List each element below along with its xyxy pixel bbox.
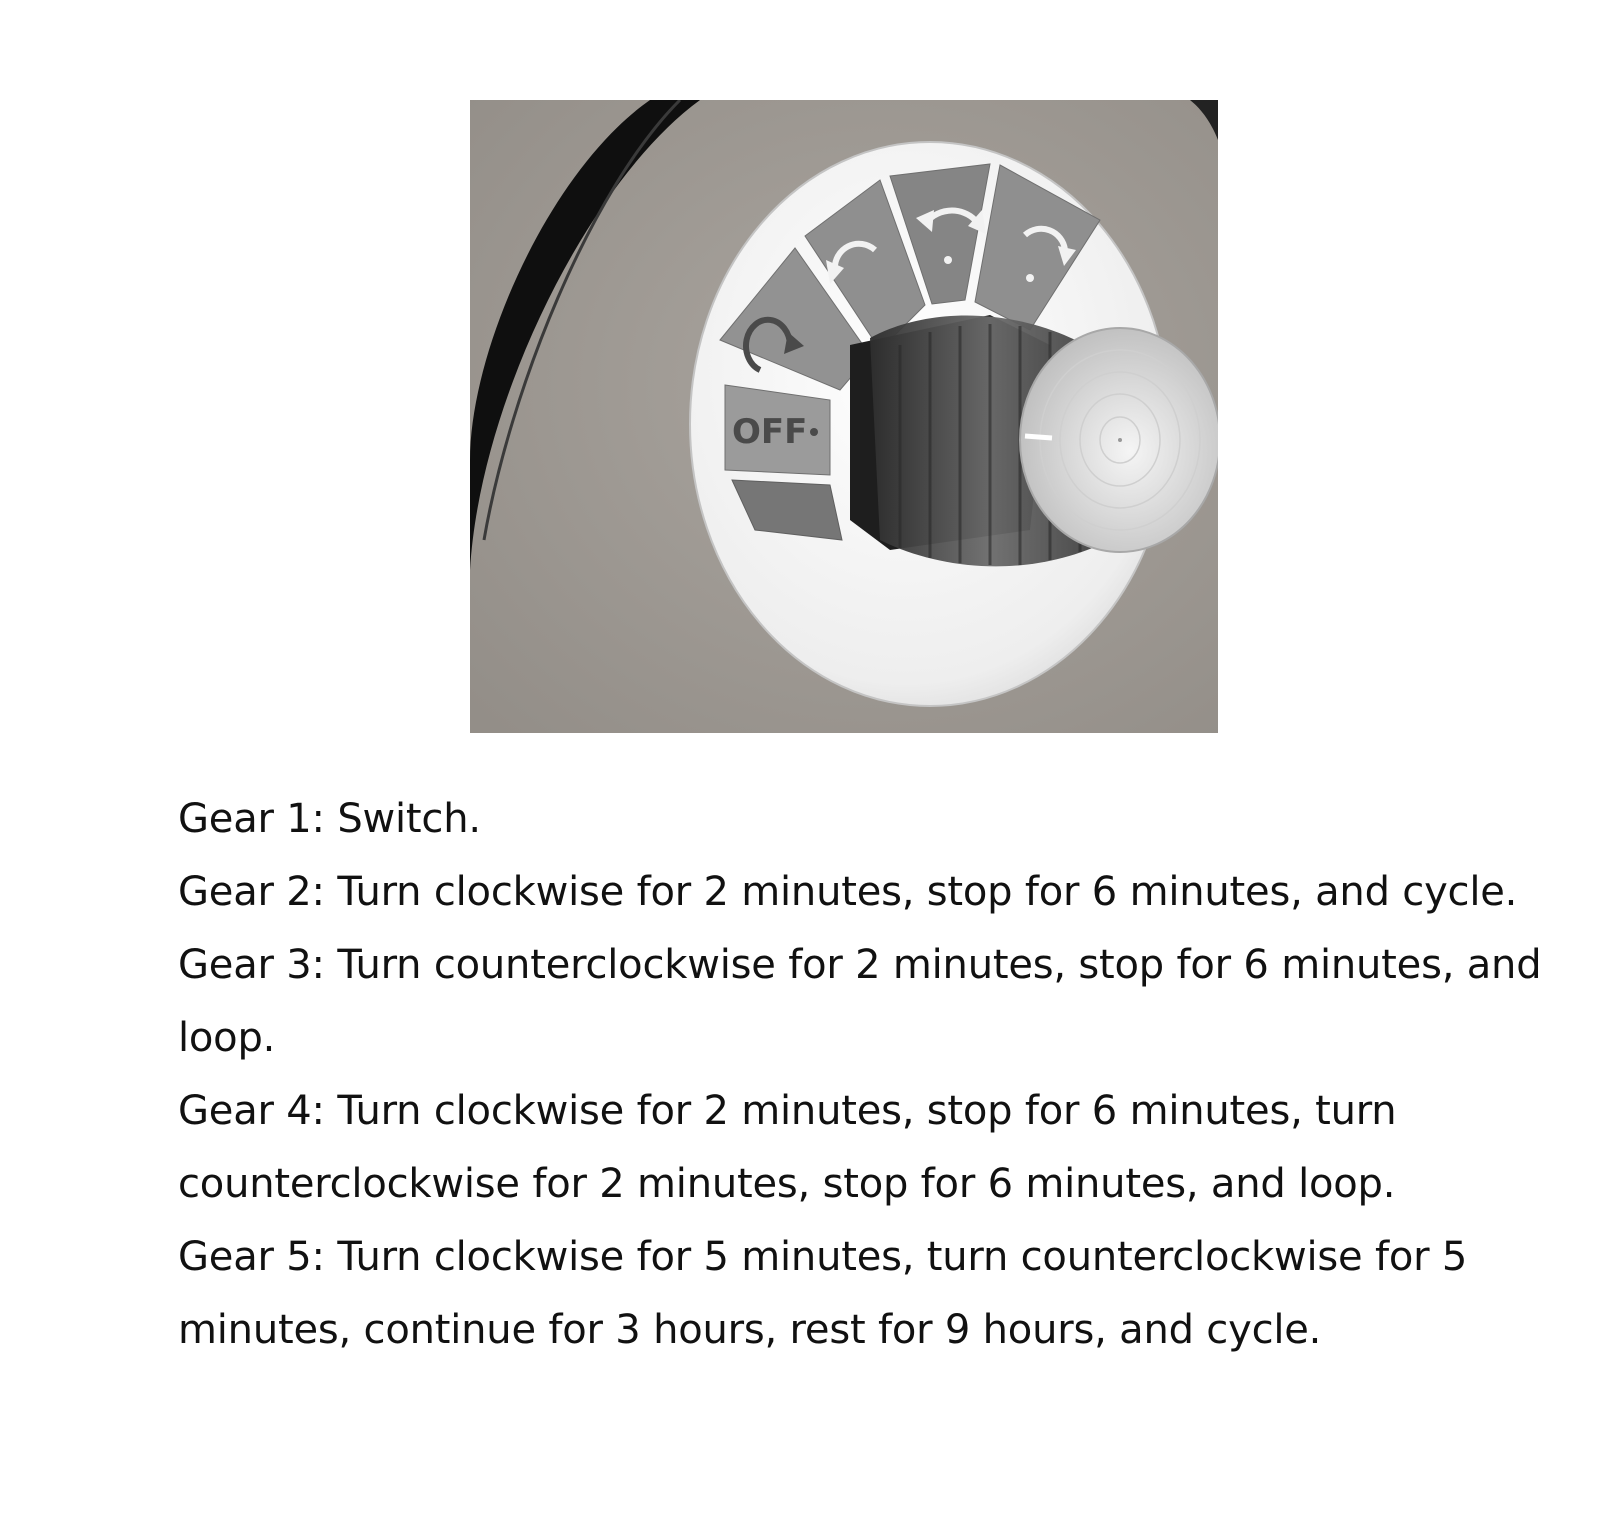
gear-5-instruction: Gear 5: Turn clockwise for 5 minutes, turn counterclockwise for 5 minutes, continue for 3 hours, rest for 9 hours, and cycle. <box>178 1234 1468 1353</box>
rotary-knob <box>850 315 1218 566</box>
gear-2-instruction: Gear 2: Turn clockwise for 2 minutes, stop for 6 minutes, and cycle. <box>178 869 1518 915</box>
gear-3-instruction: Gear 3: Turn counterclockwise for 2 minutes, stop for 6 minutes, and loop. <box>178 942 1542 1061</box>
knob-indicator <box>1025 436 1052 438</box>
control-knob-illustration <box>470 100 1218 733</box>
gear-4-instruction: Gear 4: Turn clockwise for 2 minutes, stop for 6 minutes, turn counterclockwise for 2 minutes, stop for 6 minutes, and loop. <box>178 1088 1397 1207</box>
product-photo <box>470 100 1218 733</box>
dial-off-label: OFF <box>732 412 808 452</box>
gear-instructions <box>178 783 1558 1367</box>
gear-1-instruction: Gear 1: Switch. <box>178 796 481 842</box>
